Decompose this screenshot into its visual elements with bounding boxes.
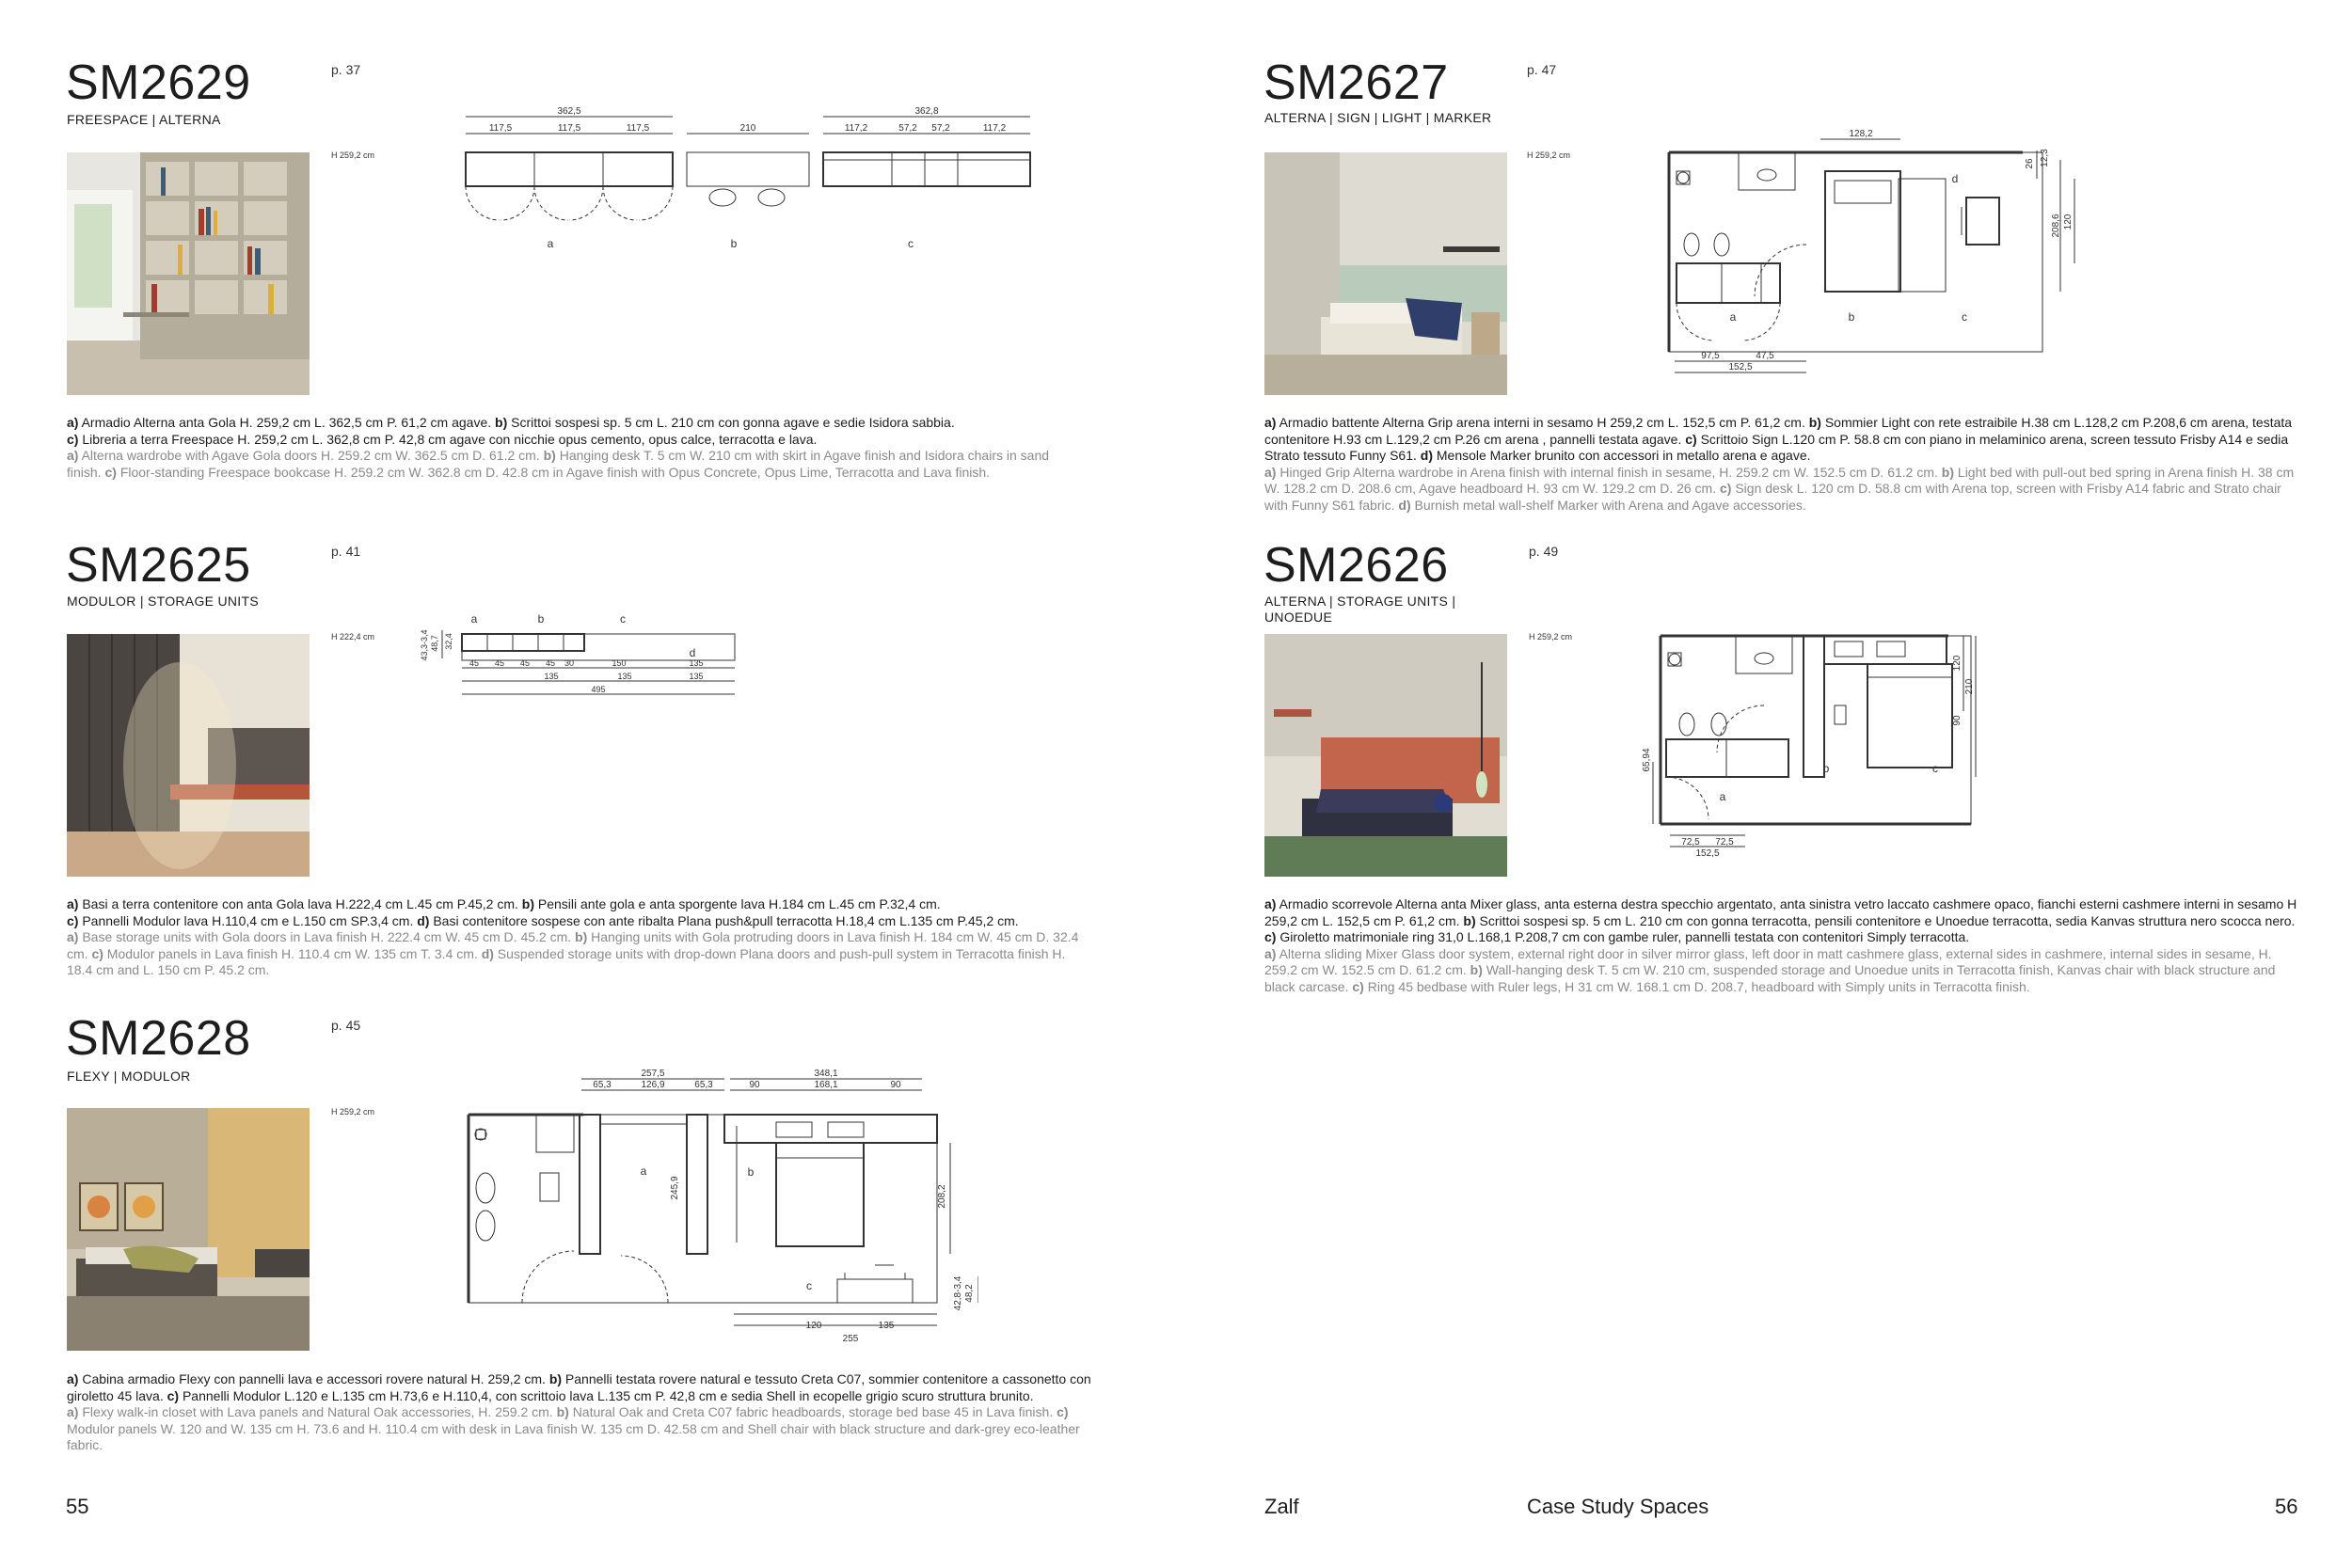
plan-letter: a (1729, 310, 1737, 324)
entry-code: SM2625 (66, 538, 251, 593)
dim-label: 45 (519, 658, 531, 668)
dim-label: 152,5 (1728, 362, 1753, 372)
dim-label: 45 (545, 658, 556, 668)
dim-label: 65,3 (593, 1080, 612, 1090)
dim-label: 32,4 (444, 633, 453, 650)
brand-name: Zalf (1264, 1495, 1299, 1518)
dim-label: 128,2 (1849, 129, 1873, 139)
dim-label: 117,5 (557, 123, 581, 134)
page-ref: p. 37 (331, 62, 361, 77)
dim-label: 97,5 (1701, 351, 1720, 361)
entry-description: a) Cabina armadio Flexy con pannelli lava e accessori rovere natural H. 259,2 cm. b) Pannelli testata rovere natural e tessuto Creta C07, sommier contenitore a cassonetto con giroletto 45 lava. c) Pannelli Modulor L.120 e L.135 cm H.73,6 e H.110,4, con scrittoio lava L.135 cm P. 42,8 cm e sedia Shell in ecopelle grigio scuro struttura brunito. a) Flexy walk-in closet with Lava panels and Natural Oak accessories, H. 259.2 cm. b) Natural Oak and Creta C07 fabric headboards, storage bed base 45 in Lava finish. c) Modulor panels W. 120 and W. 135 cm H. 73.6 and H. 110.4 cm with desk in Lava finish W. 135 cm D. 42.58 cm and Shell chair with black structure and dark-grey eco-leather fabric. (67, 1371, 1091, 1452)
plan-letter: a (470, 612, 478, 626)
dim-label: 135 (878, 1321, 895, 1331)
page-ref: p. 49 (1529, 544, 1559, 559)
dim-label: 65,94 (1642, 748, 1652, 772)
dim-label: 47,5 (1756, 351, 1774, 361)
dim-label: 43,3-3,4 (420, 629, 429, 661)
dim-label: 362,5 (557, 106, 581, 117)
dim-label: 12,3 (2040, 149, 2050, 167)
plan-letter: a (1719, 790, 1726, 803)
floor-plan (461, 103, 1044, 263)
entry-description: a) Armadio battente Alterna Grip arena interni in sesamo H 259,2 cm L. 152,5 cm P. 61,2 cm. b) Sommier Light con rete estraibile H.38 cm L.128,2 cm P.208,6 cm arena, testata contenitore H.93 cm L.129,2 cm P.26 cm arena , pannelli testata agave. c) Scrittoio Sign L.120 cm P. 58.8 cm con piano in melaminico arena, screen tessuto Frisby A14 e sedia Strato tessuto Funny S61. d) Mensole Marker brunito con accessori in metallo arena e agave. a) Hinged Grip Alterna wardrobe in Arena finish with internal finish in sesame, H. 259.2 cm W. 152.5 cm D. 61.2 cm. b) Light bed with pull-out bed spring in Arena finish H. 38 cm W. 128.2 cm D. 208.6 cm, Agave headboard H. 93 cm W. 129.2 cm D. 26 cm. c) Sign desk L. 120 cm D. 58.8 cm with Arena top, screen with Frisby A14 fabric and Strato chair with Funny S61 fabric. d) Burnish metal wall-shelf Marker with Arena and Agave accessories. (1264, 415, 2295, 513)
entry-subtitle: MODULOR | STORAGE UNITS (67, 594, 259, 609)
dim-label: 90 (749, 1080, 760, 1090)
dim-label: 72,5 (1681, 837, 1700, 847)
dim-label: 210 (1964, 678, 1975, 695)
dim-label: 117,5 (626, 123, 650, 134)
plan-letter: d (689, 646, 696, 659)
dim-label: 135 (689, 658, 704, 668)
height-label: H 259,2 cm (331, 150, 375, 160)
entry-code: SM2627 (1263, 55, 1449, 110)
plan-letter: d (1951, 172, 1959, 185)
dim-label: 117,2 (844, 123, 868, 134)
dim-label: 48,2 (964, 1284, 975, 1303)
dim-label: 255 (842, 1334, 859, 1344)
floor-plan (1656, 122, 2079, 404)
right-page-number: 56 (2275, 1495, 2298, 1518)
dim-label: 150 (612, 658, 627, 668)
height-label: H 259,2 cm (331, 1107, 375, 1117)
floor-plan (414, 610, 753, 727)
height-label: H 259,2 cm (1527, 150, 1571, 160)
dim-label: 117,2 (982, 123, 1007, 134)
dim-label: 135 (689, 672, 704, 681)
dim-label: 45 (494, 658, 505, 668)
entry-code: SM2628 (66, 1011, 251, 1066)
plan-letter: b (1848, 310, 1855, 324)
section-title: Case Study Spaces (1527, 1495, 1709, 1518)
page-ref: p. 41 (331, 544, 361, 559)
plan-letter: a (640, 1164, 647, 1178)
dim-label: 30 (564, 658, 575, 668)
plan-letter: c (620, 612, 626, 626)
dim-label: 90 (1952, 715, 1963, 726)
entry-subtitle: FLEXY | MODULOR (67, 1069, 191, 1084)
entry-description: a) Armadio scorrevole Alterna anta Mixer glass, anta esterna destra specchio argentato, anta sinistra vetro laccato cashmere opaco, fianchi esterni cashmere interni in sesamo H 259,2 cm L. 152,5 cm P. 61,2 cm. b) Scrittoi sospesi sp. 5 cm L. 210 cm con gonna terracotta, pensili contenitore e Unoedue terracotta, sedia Kanvas struttura nero scocca nero. c) Giroletto matrimoniale ring 31,0 L.168,1 P.208,7 cm con gambe ruler, pannelli testata con contenitori Simply terracotta. a) Alterna sliding Mixer Glass door system, external right door in silver mirror glass, left door in matt cashmere glass, external sides in cashmere, internal sides in sesame, H. 259.2 cm W. 152.5 cm D. 61.2 cm. b) Wall-hanging desk T. 5 cm W. 210 cm, suspended storage and Unoedue units in Terracotta finish, Kanvas chair with black structure and black carcase. c) Ring 45 bedbase with Ruler legs, H 31 cm W. 168.1 cm D. 208.7, headboard with Simply units in Terracotta finish. (1264, 896, 2297, 994)
dim-label: 495 (591, 685, 606, 694)
plan-letter: c (908, 237, 914, 250)
dim-label: 26 (2025, 158, 2035, 169)
dim-label: 152,5 (1695, 848, 1720, 859)
dim-label: 348,1 (814, 1069, 838, 1079)
dim-label: 208,6 (2051, 214, 2061, 238)
floor-plan (1632, 621, 2027, 875)
plan-letter: c (806, 1279, 812, 1292)
room-photo (1264, 634, 1507, 877)
dim-label: 90 (890, 1080, 901, 1090)
dim-label: 135 (617, 672, 632, 681)
room-photo (67, 152, 310, 395)
entry-description: a) Basi a terra contenitore con anta Gola lava H.222,4 cm L.45 cm P.45,2 cm. b) Pensili ante gola e anta sporgente lava H.184 cm L.45 cm P.32,4 cm. c) Pannelli Modulor lava H.110,4 cm e L.150 cm SP.3,4 cm. d) Basi contenitore sospese con ante ribalta Plana push&pull terracotta H.18,4 cm L.135 cm P.45,2 cm. a) Base storage units with Gola doors in Lava finish H. 222.4 cm W. 45 cm D. 45.2 cm. b) Hanging units with Gola protruding doors in Lava finish H. 184 cm W. 45 cm D. 32.4 cm. c) Modulor panels in Lava finish H. 110.4 cm W. 135 cm T. 3.4 cm. d) Suspended storage units with drop-down Plana doors and push-pull system in Terracotta finish H. 18.4 cm and L. 150 cm P. 45.2 cm. (67, 896, 1079, 977)
left-page-number: 55 (66, 1495, 89, 1518)
entry-code: SM2629 (66, 55, 251, 110)
dim-label: 245,9 (670, 1176, 680, 1200)
dim-label: 126,9 (641, 1080, 665, 1090)
floor-plan (452, 1068, 978, 1350)
plan-letter: c (1932, 762, 1938, 775)
dim-label: 48,7 (430, 635, 439, 652)
plan-letter: b (537, 612, 545, 626)
entry-subtitle: ALTERNA | SIGN | LIGHT | MARKER (1264, 110, 1492, 125)
dim-label: 120 (805, 1321, 822, 1331)
page-ref: p. 47 (1527, 62, 1557, 77)
dim-label: 210 (739, 123, 756, 134)
dim-label: 120 (1952, 655, 1963, 672)
entry-subtitle: FREESPACE | ALTERNA (67, 112, 221, 127)
plan-letter: b (1822, 762, 1830, 775)
dim-label: 57,2 (931, 123, 950, 134)
plan-letter: a (547, 237, 554, 250)
entry-description: a) Armadio Alterna anta Gola H. 259,2 cm L. 362,5 cm P. 61,2 cm agave. b) Scrittoi sospesi sp. 5 cm L. 210 cm con gonna agave e sedie Isidora sabbia. c) Libreria a terra Freespace H. 259,2 cm L. 362,8 cm P. 42,8 cm agave con nicchie opus cemento, opus calce, terracotta e lava. a) Alterna wardrobe with Agave Gola doors H. 259.2 cm W. 362.5 cm D. 61.2 cm. b) Hanging desk T. 5 cm W. 210 cm with skirt in Agave finish and Isidora chairs in sand finish. c) Floor-standing Freespace bookcase H. 259.2 cm W. 362.8 cm D. 42.8 cm in Agave finish with Opus Concrete, Opus Lime, Terracotta and Lava finish. (67, 415, 1050, 480)
page-ref: p. 45 (331, 1018, 361, 1033)
dim-label: 120 (2063, 214, 2074, 230)
room-photo (1264, 152, 1507, 395)
plan-letter: b (747, 1165, 755, 1179)
entry-subtitle: ALTERNA | STORAGE UNITS | UNOEDUE (1264, 594, 1456, 625)
dim-label: 117,5 (488, 123, 513, 134)
height-label: H 222,4 cm (331, 632, 375, 641)
dim-label: 65,3 (694, 1080, 713, 1090)
dim-label: 208,2 (937, 1184, 947, 1209)
height-label: H 259,2 cm (1529, 632, 1573, 641)
dim-label: 57,2 (898, 123, 917, 134)
dim-label: 168,1 (814, 1080, 838, 1090)
dim-label: 72,5 (1715, 837, 1734, 847)
dim-label: 45 (469, 658, 480, 668)
dim-label: 257,5 (641, 1069, 665, 1079)
room-photo (67, 1108, 310, 1351)
dim-label: 362,8 (914, 106, 939, 117)
plan-letter: b (730, 237, 738, 250)
dim-label: 135 (544, 672, 559, 681)
entry-code: SM2626 (1263, 538, 1449, 593)
room-photo (67, 634, 310, 877)
plan-letter: c (1962, 310, 1967, 324)
dim-label: 42,8-3,4 (953, 1275, 963, 1311)
